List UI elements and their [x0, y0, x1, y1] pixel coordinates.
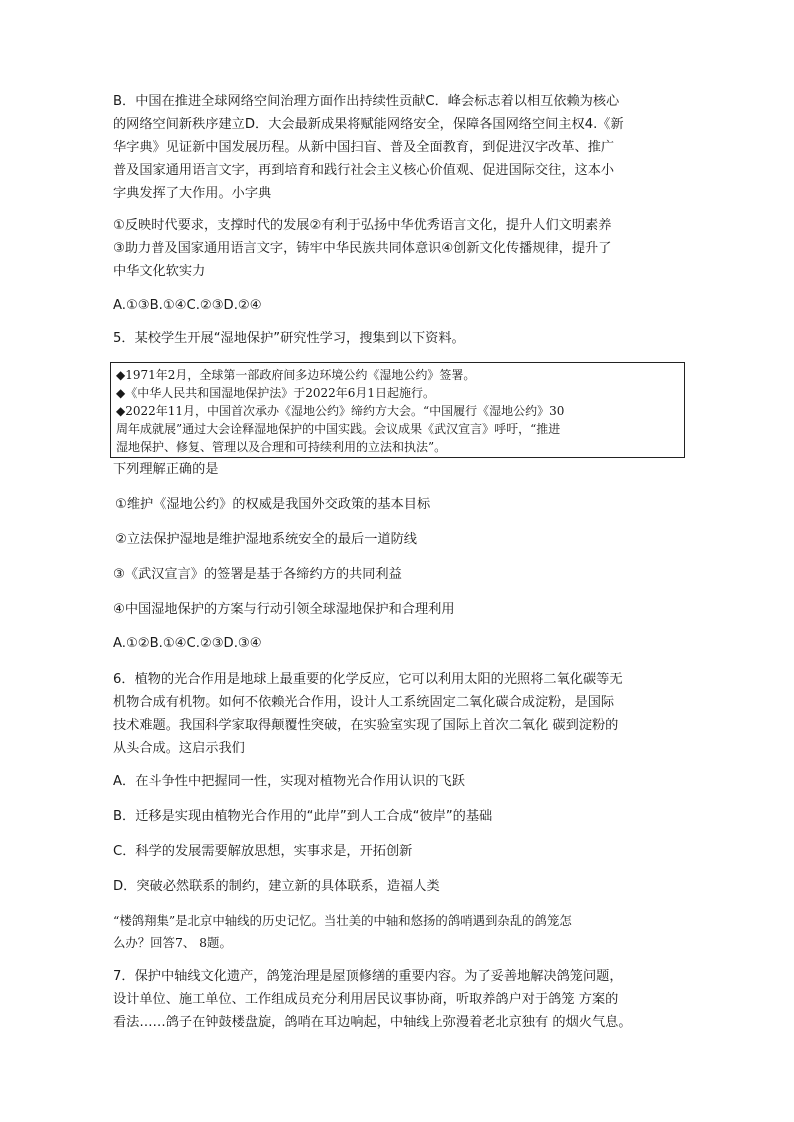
q4-text-line-1: B．中国在推进全球网络空间治理方面作出持续性贡献C．峰会标志着以相互依赖为核心 — [113, 94, 620, 109]
q7-8-intro-line-1: “楼鸽翔集”是北京中轴线的历史记忆。当壮美的中轴和悠扬的鸽哨遇到杂乱的鸽笼怎 — [113, 913, 572, 928]
q5-material-line-5: 湿地保护、修复、管理以及合理和可持续利用的立法和执法”。 — [116, 440, 447, 454]
q6-option-b: B．迁移是实现由植物光合作用的“此岸”到人工合成“彼岸”的基础 — [113, 809, 493, 824]
q5-material-line-1: ◆1971年2月，全球第一部政府间多边环境公约《湿地公约》签署。 — [116, 368, 476, 382]
q5-answer-choices: A.①②B.①④C.②③D.③④ — [113, 636, 262, 651]
q6-stem-line-3: 技术难题。我国科学家取得颠覆性突破，在实验室实现了国际上首次二氧化 碳到淀粉的 — [113, 718, 619, 733]
q7-stem-line-3: 看法……鸽子在钟鼓楼盘旋，鸽哨在耳边响起，中轴线上弥漫着老北京独有 的烟火气息。 — [113, 1015, 632, 1030]
q5-material-line-3: ◆2022年11月，中国首次承办《湿地公约》缔约方大会。“中国履行《湿地公约》30 — [116, 404, 565, 418]
q6-option-d: D．突破必然联系的制约，建立新的具体联系，造福人类 — [113, 879, 440, 894]
q5-option-2: ②立法保护湿地是维护湿地系统安全的最后一道防线 — [115, 532, 417, 547]
q5-prompt: 下列理解正确的是 — [113, 462, 219, 477]
q6-stem-line-1: 6．植物的光合作用是地球上最重要的化学反应，它可以利用太阳的光照将二氧化碳等无 — [113, 672, 623, 687]
q4-answer-choices: A.①③B.①④C.②③D.②④ — [113, 298, 262, 313]
q6-stem-line-2: 机物合成有机物。如何不依赖光合作用，设计人工系统固定二氧化碳合成淀粉，是国际 — [113, 695, 615, 710]
q4-text-line-5: 字典发挥了大作用。小字典 — [113, 186, 272, 201]
q4-text-line-3: 华字典》见证新中国发展历程。从新中国扫盲、普及全面教育，到促进汉字改革、推广 — [113, 140, 615, 155]
q4-option-line-3: 中华文化软实力 — [113, 264, 206, 279]
q5-material-line-4: 周年成就展”通过大会诠释湿地保护的中国实践。会议成果《武汉宣言》呼吁，“推进 — [116, 422, 561, 436]
q6-stem-line-4: 从头合成。这启示我们 — [113, 741, 245, 756]
q7-stem-line-2: 设计单位、施工单位、工作组成员充分利用居民议事协商，听取养鸽户对于鸽笼 方案的 — [113, 992, 619, 1007]
q6-option-a: A．在斗争性中把握同一性，实现对植物光合作用认识的飞跃 — [113, 774, 465, 789]
q5-stem: 5．某校学生开展“湿地保护”研究性学习，搜集到以下资料。 — [113, 331, 465, 346]
q4-option-line-2: ③助力普及国家通用语言文字，铸牢中华民族共同体意识④创新文化传播规律，提升了 — [113, 241, 612, 256]
q5-option-3: ③《武汉宣言》的签署是基于各缔约方的共同利益 — [113, 567, 402, 582]
q4-option-line-1: ①反映时代要求，支撑时代的发展②有利于弘扬中华优秀语言文化，提升人们文明素养 — [113, 218, 612, 233]
q5-material-box — [110, 362, 685, 458]
q4-text-line-4: 普及国家通用语言文字，再到培育和践行社会主义核心价值观、促进国际交往，这本小 — [113, 163, 615, 178]
q4-text-line-2: 的网络空间新秩序建立D．大会最新成果将赋能网络安全，保障各国网络空间主权4.《新 — [113, 117, 624, 132]
q7-stem-line-1: 7．保护中轴线文化遗产，鸽笼治理是屋顶修缮的重要内容。为了妥善地解决鸽笼问题， — [113, 969, 623, 984]
q7-8-intro-line-2: 么办？回答7、 8题。 — [113, 935, 232, 950]
q5-option-1: ①维护《湿地公约》的权威是我国外交政策的基本目标 — [115, 497, 431, 512]
q6-option-c: C．科学的发展需要解放思想，实事求是，开拓创新 — [113, 844, 413, 859]
q5-option-4: ④中国湿地保护的方案与行动引领全球湿地保护和合理利用 — [113, 602, 455, 617]
q5-material-line-2: ◆《中华人民共和国湿地保护法》于2022年6月1日起施行。 — [116, 386, 436, 400]
